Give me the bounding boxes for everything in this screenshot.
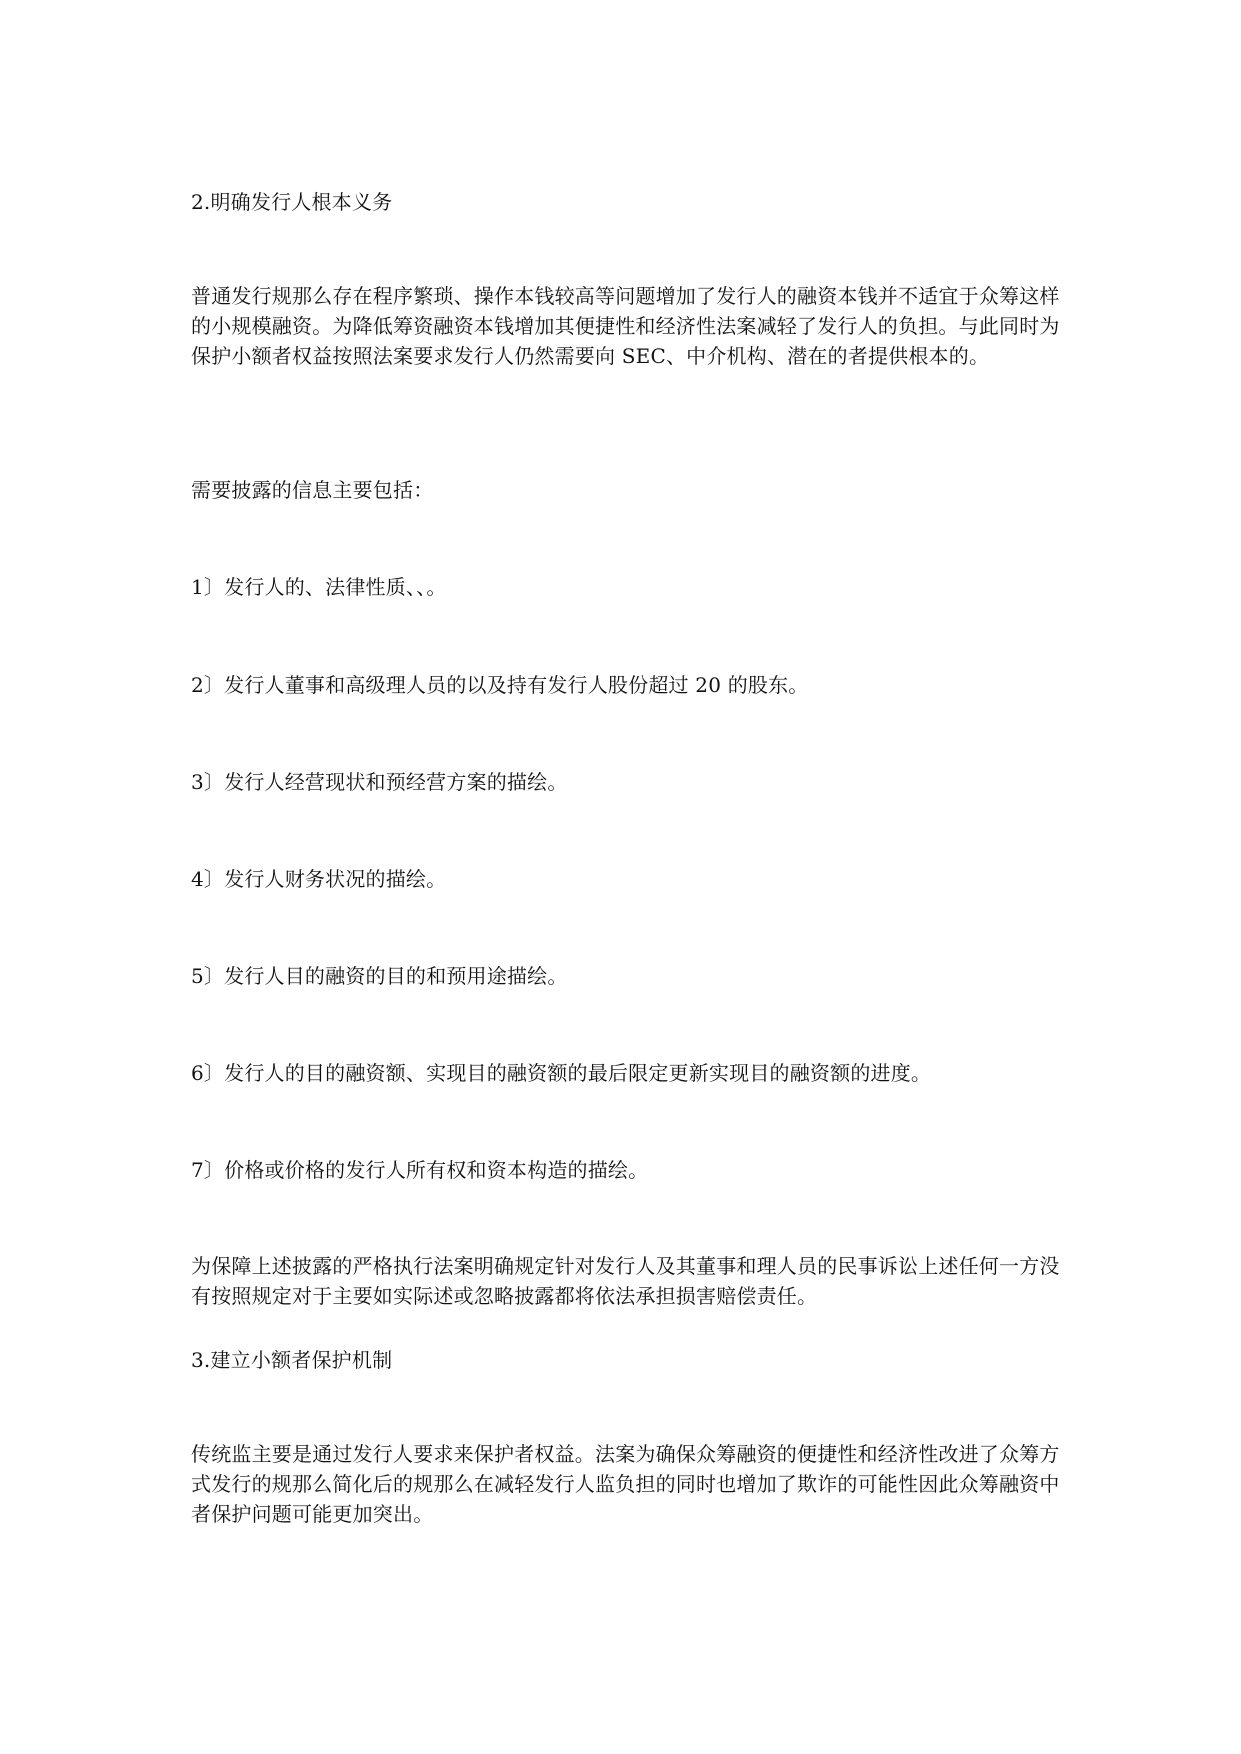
list-item: 5〕发行人目的融资的目的和预用途描绘。 <box>191 964 568 988</box>
list-item: 3〕发行人经营现状和预经营方案的描绘。 <box>191 770 568 794</box>
paragraph-issuance-rules: 普通发行规那么存在程序繁琐、操作本钱较高等问题增加了发行人的融资本钱并不适宜于众筹这样的小规模融资。为降低筹资融资本钱增加其便捷性和经济性法案减轻了发行人的负担。与此同时为保护小额者权益按照法案要求发行人仍然需要向 SEC、中介机构、潜在的者提供根本的。 <box>191 284 1060 368</box>
paragraph-investor-protection: 传统监主要是通过发行人要求来保护者权益。法案为确保众筹融资的便捷性和经济性改进了众筹方式发行的规那么简化后的规那么在减轻发行人监负担的同时也增加了欺诈的可能性因此众筹融资中者保护问题可能更加突出。 <box>191 1442 1060 1526</box>
section-heading-3: 3.建立小额者保护机制 <box>191 1348 393 1372</box>
list-item: 1〕发行人的、法律性质、、。 <box>191 575 447 599</box>
section-heading-2: 2.明确发行人根本义务 <box>191 190 393 214</box>
paragraph-disclosure-enforcement: 为保障上述披露的严格执行法案明确规定针对发行人及其董事和理人员的民事诉讼上述任何一方没有按照规定对于主要如实际述或忽略披露都将依法承担损害赔偿责任。 <box>191 1254 1060 1308</box>
list-item: 7〕价格或价格的发行人所有权和资本构造的描绘。 <box>191 1158 649 1182</box>
list-item: 2〕发行人董事和高级理人员的以及持有发行人股份超过 20 的股东。 <box>191 673 809 697</box>
disclosure-intro: 需要披露的信息主要包括： <box>191 478 434 502</box>
list-item: 4〕发行人财务状况的描绘。 <box>191 867 447 891</box>
list-item: 6〕发行人的目的融资额、实现目的融资额的最后限定更新实现目的融资额的进度。 <box>191 1061 932 1085</box>
